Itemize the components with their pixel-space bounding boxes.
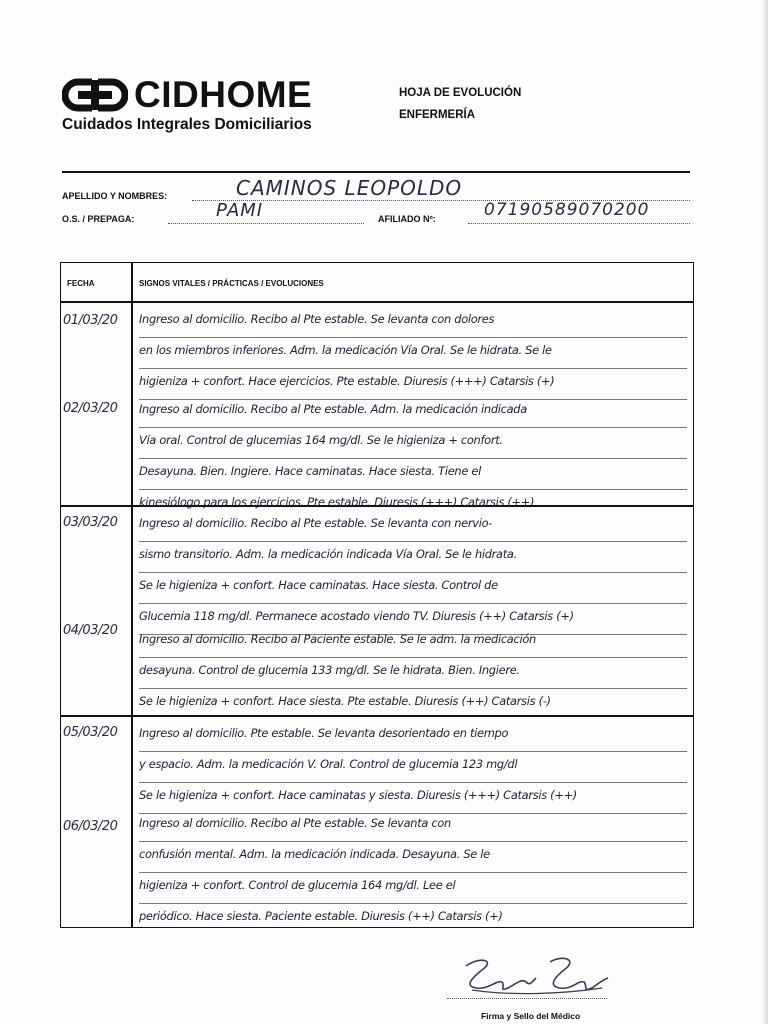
entry-line: Ingreso al domicilio. Pte estable. Se levanta desorientado en tiempo xyxy=(139,721,687,752)
entry-text xyxy=(139,721,687,814)
document-title xyxy=(399,82,521,126)
entry-date: 02/03/20 xyxy=(63,401,118,416)
name-label: APELLIDO Y NOMBRES: xyxy=(62,191,168,201)
document-title-line1: HOJA DE EVOLUCIÓN xyxy=(399,87,522,99)
entry-text xyxy=(139,397,687,520)
entry-date: 03/03/20 xyxy=(63,515,118,530)
signature-dotline xyxy=(447,998,607,999)
name-value: CAMINOS LEOPOLDO xyxy=(236,176,463,200)
entry-line: Desayuna. Bien. Ingiere. Hace caminatas. Hace siesta. Tiene el xyxy=(139,459,687,490)
afiliado-dotline xyxy=(468,223,690,224)
os-label: O.S. / PREPAGA: xyxy=(62,214,135,224)
entry-text xyxy=(139,511,687,635)
entry-line: Glucemia 118 mg/dl. Permanece acostado viendo TV. Diuresis (++) Catarsis (+) xyxy=(139,604,687,635)
entry-line: Se le higieniza + confort. Hace siesta. Pte estable. Diuresis (++) Catarsis (-) xyxy=(139,694,551,708)
entry-line: higieniza + confort. Control de glucemia 164 mg/dl. Lee el xyxy=(139,873,687,904)
entry-line: Ingreso al domicilio. Recibo al Paciente estable. Se le adm. la medicación xyxy=(139,627,687,658)
entry-line: Se le higieniza + confort. Hace caminatas y siesta. Diuresis (+++) Catarsis (++) xyxy=(139,783,687,814)
company-logo xyxy=(62,74,313,134)
entry-text xyxy=(139,627,687,719)
entry-line: kinesiólogo para los ejercicios. Pte estable. Diuresis (+++) Catarsis (++) xyxy=(139,495,535,509)
header-row-line xyxy=(61,301,693,303)
document-title-line2: ENFERMERÍA xyxy=(399,109,476,121)
entry-date: 01/03/20 xyxy=(63,313,118,328)
entry-date: 05/03/20 xyxy=(63,725,118,740)
cidhome-logo-icon xyxy=(62,78,128,112)
entry-line: Ingreso al domicilio. Recibo al Pte estable. Se levanta con dolores xyxy=(139,307,687,338)
page-edge-shadow xyxy=(762,0,768,1024)
logo-name: CIDHOME xyxy=(134,74,313,115)
entry-line: periódico. Hace siesta. Paciente estable. Diuresis (++) Catarsis (+) xyxy=(139,909,503,923)
header-signos: SIGNOS VITALES / PRÁCTICAS / EVOLUCIONES xyxy=(139,279,324,288)
entry-line: Ingreso al domicilio. Recibo al Pte estable. Adm. la medicación indicada xyxy=(139,397,687,428)
signature-label: Firma y Sello del Médico xyxy=(481,1011,581,1021)
entry-line: Ingreso al domicilio. Recibo al Pte estable. Se levanta con nervio- xyxy=(139,511,687,542)
entry-line: desayuna. Control de glucemia 133 mg/dl. Se le hidrata. Bien. Ingiere. xyxy=(139,658,687,689)
afiliado-label: AFILIADO Nº: xyxy=(378,214,436,224)
entry-line: Vía oral. Control de glucemias 164 mg/dl. Se le higieniza + confort. xyxy=(139,428,687,459)
entry-date: 06/03/20 xyxy=(63,819,118,834)
entry-line: en los miembros inferiores. Adm. la medicación Vía Oral. Se le hidrata. Se le xyxy=(139,338,687,369)
header-divider xyxy=(62,171,690,173)
evolution-table xyxy=(60,262,694,928)
entry-text xyxy=(139,811,687,934)
header-fecha: FECHA xyxy=(67,279,95,288)
entry-date: 04/03/20 xyxy=(63,623,118,638)
entry-line: sismo transitorio. Adm. la medicación indicada Vía Oral. Se le hidrata. xyxy=(139,542,687,573)
column-divider xyxy=(131,263,133,927)
os-value: PAMI xyxy=(216,200,264,221)
entry-line: Se le higieniza + confort. Hace caminatas. Hace siesta. Control de xyxy=(139,573,687,604)
afiliado-value: 07190589070200 xyxy=(484,200,650,220)
entry-text xyxy=(139,307,687,400)
os-dotline xyxy=(168,223,364,224)
entry-line: confusión mental. Adm. la medicación indicada. Desayuna. Se le xyxy=(139,842,687,873)
handwritten-signature-icon xyxy=(452,952,612,1002)
entry-line: y espacio. Adm. la medicación V. Oral. Control de glucemia 123 mg/dl xyxy=(139,752,687,783)
entry-line: Ingreso al domicilio. Recibo al Pte estable. Se levanta con xyxy=(139,811,687,842)
entry-line: higieniza + confort. Hace ejercicios. Pte estable. Diuresis (+++) Catarsis (+) xyxy=(139,369,687,400)
logo-subtitle: Cuidados Integrales Domiciliarios xyxy=(62,116,312,133)
